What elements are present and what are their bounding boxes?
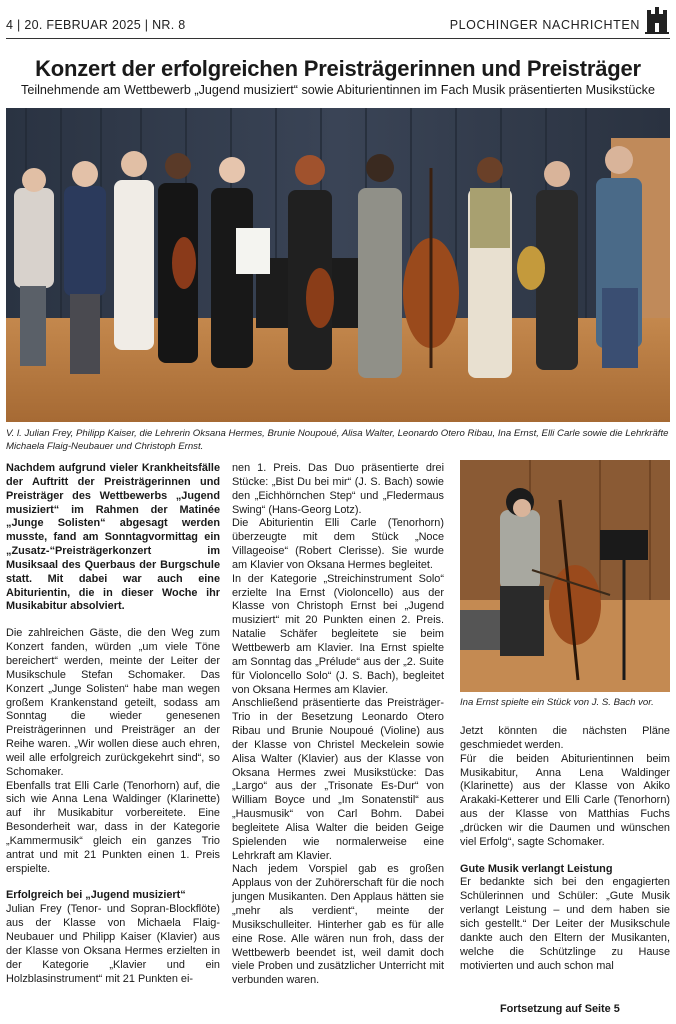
article-headline: Konzert der erfolgreichen Preisträgerinnen und Preisträger (35, 56, 641, 81)
section-heading: Erfolgreich bei „Jugend musiziert“ (6, 889, 186, 902)
article-subheadline: Teilnehmende am Wettbewerb „Jugend musiziert“ sowie Abiturientinnen im Fach Musik präsentierten Musikstücke (21, 83, 655, 97)
article-paragraph: Er bedankte sich bei den engagierten Schülerinnen und Schüler: „Gute Musik verlangt Leistung – und dem haben sie sich gestellt.“ Der Leiter der Musikschule dankte auch den Eltern der Musikanten, welche die Schützlinge zu Hause motivierten und auch schon mal (460, 876, 670, 972)
article-column-2 (232, 462, 444, 988)
article-paragraph: Julian Frey (Tenor- und Sopran-Blockflöte) aus der Klasse von Michaela Flaig-Neubauer und Philipp Kaiser (Klavier) aus der Klasse von Oksana Hermes erzielten in der Kategorie „Klavier und ein Holzblasinstrument“ mit 21 Punkten ei- (6, 903, 220, 985)
article-paragraph: Die Abiturientin Elli Carle (Tenorhorn) überzeugte mit dem Stück „Noce Villageoise“ (Robert Clerisse). Sie wurde am Klavier von Oksana Hermes begleitet. (232, 517, 444, 571)
article-paragraph: Anschließend präsentierte das Preisträger-Trio in der Besetzung Leonardo Otero Ribau und Brunie Noupoué (Violine) aus der Klasse von Christel Meckelein sowie Alisa Walter (Klavier) aus der Klasse von Oksana Hermes zwei Musikstücke: Das „Largo“ aus der „Trisonate Es-Dur“ von William Boyce und „Im Sonatenstil“ aus „Hausmusik“ von Carl Bohm. Dabei begleitete Alisa Walter die beiden Geige Spielenden wie normalerweise eine Lehrkraft am Klavier. (232, 697, 444, 862)
article-paragraph: Für die beiden Abiturientinnen beim Musikabitur, Anna Lena Waldinger (Klarinette) aus der Klasse von Akiko Arakaki-Ketterer und Elli Carle (Tenorhorn) aus der Klasse von Matthias Fuchs „drücken wir die Daumen und wünschen viel Erfolg“, sagte Schomaker. (460, 752, 670, 848)
page-header (6, 4, 670, 38)
side-photo-caption: Ina Ernst spielte ein Stück von J. S. Bach vor. (460, 697, 654, 708)
article-paragraph: Ebenfalls trat Elli Carle (Tenorhorn) auf, die sich wie Anna Lena Waldinger (Klarinette) auf ihr Musikabitur vorbereitete. Eine Besonderheit war, dass in der Kategorie „Kammermusik“ gleich ein ganzes Trio antrat und mit 21 Punkten einen 1. Preis erspielte. (6, 779, 220, 875)
cellist-photo (460, 460, 670, 692)
header-rule (6, 38, 670, 39)
article-column-3 (460, 725, 670, 973)
article-paragraph: Nach jedem Vorspiel gab es großen Applaus von der Zuhörerschaft für die noch jungen Musikanten. Den Applaus hätten sie „mehr als verdient“, meinte der Musikschulleiter. Hinterher gab es für alle eine Rose. Alle wären nun froh, dass der Wettbewerb beendet ist, weil damit doch viele Proben und zusätzlicher Unterricht mit verbunden waren. (232, 863, 444, 987)
issue-info: 4 | 20. FEBRUAR 2025 | NR. 8 (6, 18, 186, 32)
continuation-note: Fortsetzung auf Seite 5 (500, 1003, 620, 1015)
article-paragraph: Jetzt könnten die nächsten Pläne geschmiedet werden. (460, 725, 670, 751)
section-heading: Gute Musik verlangt Leistung (460, 862, 613, 875)
group-photo (6, 108, 670, 422)
article-paragraph: In der Kategorie „Streichinstrument Solo“ erzielte Ina Ernst (Violoncello) aus der Klasse von Christoph Ernst bei „Jugend musiziert“ mit 20 Punkten einen 2. Preis. Natalie Schäfer begleitete sie beim Wettbewerb am Klavier. Ina Ernst spielte am Sonntag das „Prélude“ aus der „2. Suite für Violoncello Solo“ (J. S. Bach), begleitet von Oksana Hermes am Klavier. (232, 572, 444, 696)
article-paragraph: Die zahlreichen Gäste, die den Weg zum Konzert fanden, würden „um viele Töne bereichert“ werden, meinte der Leiter der Musikschule Stefan Schomaker. Das Konzert „Junge Solisten“ habe man wegen großem Krankenstand geteilt, sodass am Sonntag die wieder genesenen Preisträgerinnen und Preisträger an der Reihe waren. „Wir wollen diese auch ehren, weil alle erfolgreich zurückgekehrt sind“, so Schomaker. (6, 627, 220, 778)
castle-logo-icon (644, 4, 670, 36)
main-photo-caption: V. l. Julian Frey, Philipp Kaiser, die Lehrerin Oksana Hermes, Brunie Noupoué, Alisa Walter, Leonardo Otero Ribau, Ina Ernst, Elli Carle sowie die Lehrkräfte Michaela Flaig-Neubauer und Christoph Ernst. (6, 428, 669, 452)
article-paragraph: nen 1. Preis. Das Duo präsentierte drei Stücke: „Bist Du bei mir“ (J. S. Bach) sowie den „Eichhörnchen Step“ und „Fledermaus Swing“ (Hans-Georg Lotz). (232, 462, 444, 516)
article-column-1 (6, 462, 220, 986)
article-lead: Nachdem aufgrund vieler Krankheitsfälle der Auftritt der Preisträgerinnen und Preisträger des Wettbewerbs „Jugend musiziert“ im Rahmen der Matinée „Junge Solisten“ abgesagt werden musste, fand am Sonntagvormittag ein „Zusatz-“Preisträgerkonzert im Musiksaal des Querbaus der Burgschule statt. Mit dabei war auch eine Abiturientin, die in dieser Woche ihr Musikabitur absolviert. (6, 462, 220, 613)
publication-name: PLOCHINGER NACHRICHTEN (449, 18, 640, 32)
